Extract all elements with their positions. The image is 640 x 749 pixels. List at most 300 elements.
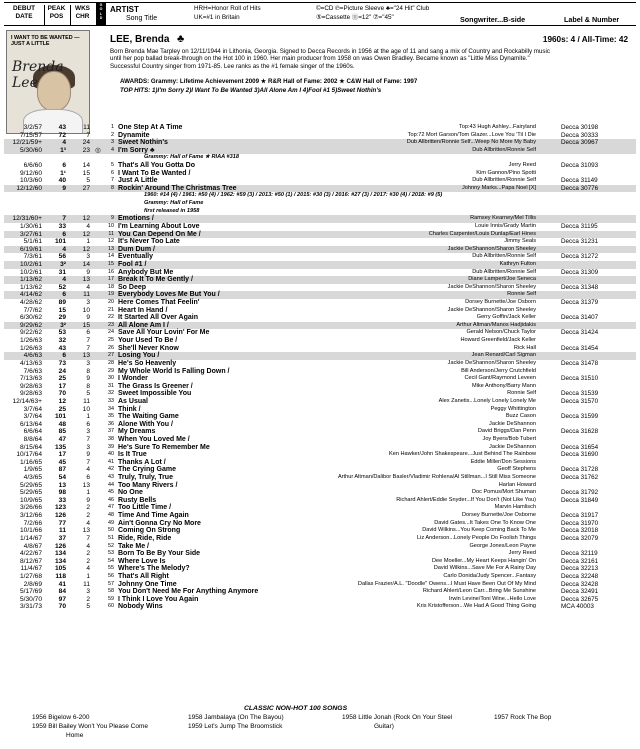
- debut-date: 9/22/62: [20, 329, 42, 337]
- song-row: [4, 558, 636, 566]
- song-title: You Don't Need Me For Anything Anymore: [118, 588, 259, 596]
- artist-bio: [110, 48, 638, 70]
- songwriter: Jimmy Seals: [504, 238, 536, 245]
- song-title: Coming On Strong: [118, 527, 181, 535]
- weeks-charted: 5: [86, 603, 90, 611]
- song-number: 35: [108, 413, 114, 420]
- classic-item: 1957 Rock The Bop: [494, 714, 552, 721]
- debut-date: 4/8/67: [23, 542, 42, 550]
- classic-item: 1958 Little Jonah (Rock On Your Steel: [342, 714, 453, 721]
- debut-date: 3/27/61: [20, 230, 42, 238]
- gold-icon: ◎: [95, 146, 101, 154]
- songwriter: Kathryn Fulton: [499, 260, 536, 267]
- classic-item: 1959 Bill Bailey Won't You Please Come: [32, 723, 149, 730]
- weeks-charted: 11: [83, 291, 90, 299]
- weeks-charted: 9: [86, 268, 90, 276]
- song-row: [4, 390, 636, 398]
- debut-date: 7/15/57: [20, 131, 42, 139]
- song-title-header: Song Title: [126, 15, 158, 22]
- song-title: My Dreams: [118, 428, 156, 436]
- song-row: [4, 329, 636, 337]
- debut-date: 10/9/65: [20, 496, 42, 504]
- label-number: Decca 31539: [561, 390, 599, 398]
- label-number: Decca 31628: [561, 428, 599, 436]
- song-row: [4, 474, 636, 482]
- songwriter: David Wilkins...Save Me For A Rainy Day: [433, 565, 536, 572]
- song-row: [4, 162, 636, 170]
- songwriter: Irwin Levine/Toni Wine...Hello Love: [448, 595, 536, 602]
- peak-position: 1¹: [60, 169, 66, 177]
- song-number: 48: [108, 512, 114, 519]
- peak-position: 4: [62, 139, 66, 147]
- song-title: Ride, Ride, Ride: [118, 534, 172, 542]
- label-number: Decca 31348: [561, 283, 599, 291]
- song-row: [4, 375, 636, 383]
- song-row: [4, 314, 636, 322]
- peak-position: 17: [58, 451, 66, 459]
- weeks-charted: 13: [82, 481, 90, 489]
- weeks-charted: 6: [86, 474, 90, 482]
- song-number: 17: [108, 276, 114, 283]
- debut-date: 6/13/64: [20, 420, 42, 428]
- debut-date: 3/7/64: [23, 413, 42, 421]
- debut-date: 5/17/69: [20, 588, 42, 596]
- song-title: Emotions /: [118, 215, 154, 223]
- weeks-charted: 1: [86, 413, 90, 421]
- song-title: I Think I Love You Again: [118, 595, 199, 603]
- debut-date: 12/21/59+: [12, 139, 42, 147]
- song-title: My Whole World Is Falling Down /: [118, 367, 230, 375]
- label-header: Label & Number: [564, 15, 620, 24]
- weeks-charted: 12: [82, 245, 90, 253]
- songwriter: Diane Lampert/Joe Seneca: [468, 276, 536, 283]
- song-row: [4, 406, 636, 414]
- debut-date: 3/12/66: [20, 512, 42, 520]
- song-row: [4, 132, 636, 140]
- peak-position: 32: [58, 337, 66, 345]
- song-row: [4, 398, 636, 406]
- weeks-charted: 15: [82, 321, 90, 329]
- debut-date: 10/3/60: [20, 177, 42, 185]
- songwriter: Marvin Hamlisch: [494, 504, 536, 511]
- weeks-charted: 23: [82, 146, 90, 154]
- classic-item: Guitar): [374, 723, 394, 730]
- songwriter: Dorsey Burnette/Joe Osborn: [465, 299, 536, 306]
- song-row: [4, 185, 636, 193]
- peak-position: 4: [62, 245, 66, 253]
- label-number: Decca 30333: [561, 131, 599, 139]
- songwriter: Mike Anthony/Barry Mann: [471, 382, 536, 389]
- weeks-charted: 1: [86, 572, 90, 580]
- song-title: As Usual: [118, 397, 148, 405]
- song-number: 36: [108, 420, 114, 427]
- song-number: 14: [108, 253, 114, 260]
- debut-date: 7/6/63: [23, 367, 42, 375]
- songwriter: Jean Renard/Carl Sigman: [471, 352, 536, 359]
- songwriter: Jackie DeShannon/Sharon Sheeley: [447, 245, 536, 252]
- debut-date: 4/28/62: [20, 299, 42, 307]
- peak-position: 9: [62, 184, 66, 192]
- weeks-charted: 13: [82, 352, 90, 360]
- weeks-charted: 2: [86, 512, 90, 520]
- songwriter: Ramsey Kearney/Mel Tillis: [470, 215, 536, 222]
- song-title: Eventually: [118, 253, 154, 261]
- weeks-charted: 3: [86, 443, 90, 451]
- bio-line: Born Brenda Mae Tarpley on 12/11/1944 in Lithonia, Georgia. Signed to Decca Records in 1956 at the age of 11 and sang a mix of Country and Rockabilly music: [110, 48, 550, 55]
- songwriter: Jackie DeShannon/Sharon Sheeley: [447, 283, 536, 290]
- song-title: Born To Be By Your Side: [118, 550, 201, 558]
- club-icon: ♣: [177, 33, 185, 45]
- peak-position: 73: [58, 359, 66, 367]
- song-number: 29: [108, 367, 114, 374]
- song-title: The Crying Game: [118, 466, 176, 474]
- debut-date: 10/2/61: [20, 260, 42, 268]
- song-title: I'm Sorry ♣: [118, 146, 155, 154]
- label-number: Decca 30198: [561, 124, 599, 131]
- songwriter: Ken Hawker/John Shakespeare...Just Behind The Rainbow: [389, 451, 536, 458]
- song-number: 49: [108, 519, 114, 526]
- peak-position: 3²: [60, 260, 66, 268]
- peak-position: 72: [58, 131, 66, 139]
- weeks-charted: 4: [86, 542, 90, 550]
- label-number: Decca 32079: [561, 534, 599, 542]
- song-title: The Grass Is Greener /: [118, 382, 193, 390]
- peak-position: 135: [54, 443, 66, 451]
- peak-position: 37: [58, 534, 66, 542]
- song-row: [4, 299, 636, 307]
- peak-position: 123: [54, 504, 66, 512]
- debut-date: 5/30/60: [20, 146, 42, 154]
- label-number: Decca 31970: [561, 519, 599, 527]
- songwriter: Kris Kristofferson...We Had A Good Thing Going: [416, 603, 536, 610]
- label-number: Decca 31654: [561, 443, 599, 451]
- label-number: Decca 32119: [561, 550, 598, 558]
- song-number: 9: [111, 215, 114, 222]
- song-number: 54: [108, 557, 114, 564]
- song-row: [4, 413, 636, 421]
- debut-date: 6/19/61: [20, 245, 42, 253]
- song-number: 22: [108, 314, 114, 321]
- debut-date: 1/9/65: [23, 466, 42, 474]
- songwriter: Gerald Nelson/Chuck Taylor: [466, 329, 536, 336]
- song-title: I'm Learning About Love: [118, 222, 200, 230]
- song-title: You Can Depend On Me /: [118, 230, 201, 238]
- debut-date: 4/22/67: [20, 550, 42, 558]
- weeks-charted: 13: [82, 527, 90, 535]
- song-number: 2: [111, 131, 114, 138]
- weeks-charted: 8: [86, 382, 90, 390]
- label-number: Decca 31093: [561, 162, 599, 170]
- song-number: 26: [108, 344, 114, 351]
- song-row: [4, 238, 636, 246]
- weeks-charted: 4: [86, 222, 90, 230]
- song-title: Sweet Nothin's: [118, 139, 168, 147]
- song-title: Break It To Me Gently /: [118, 276, 193, 284]
- label-number: Decca 31849: [561, 496, 599, 504]
- song-title: Truly, Truly, True: [118, 474, 173, 482]
- peak-position: 97: [58, 595, 66, 603]
- song-row: [4, 307, 636, 315]
- weeks-charted: 6: [86, 329, 90, 337]
- label-number: Decca 31309: [561, 268, 599, 276]
- song-row: [4, 421, 636, 429]
- debut-date: 5/30/70: [20, 595, 42, 603]
- weeks-charted: 8: [86, 367, 90, 375]
- debut-date: 10/1/66: [20, 527, 42, 535]
- debut-date: 12/12/60: [16, 184, 42, 192]
- artist-rank: 1960s: 4 / All-Time: 42: [542, 35, 628, 44]
- legend-left: [194, 5, 261, 22]
- weeks-charted: 24: [82, 139, 90, 147]
- song-title: Rusty Bells: [118, 496, 157, 504]
- song-note: Grammy: Hall of Fame: [144, 200, 204, 207]
- debut-date: 5/29/65: [20, 489, 42, 497]
- peak-position: 33: [58, 496, 66, 504]
- debut-date: 10/17/64: [16, 451, 42, 459]
- label-number: Decca 31478: [561, 359, 599, 367]
- peak-position: 3²: [60, 321, 66, 329]
- legend-cassette: ⑤=Cassette ⑪=12" ⑦="45": [316, 13, 394, 21]
- peak-position: 70: [58, 390, 66, 398]
- song-number: 30: [108, 375, 114, 382]
- debut-date: 7/7/62: [23, 306, 42, 314]
- song-row: [4, 482, 636, 490]
- songwriter: Top:72 Mort Garson/Tom Glazer...Love You 'Til I Die: [407, 131, 536, 138]
- song-number: 33: [108, 397, 114, 404]
- songwriter: Jerry Reed: [508, 550, 536, 557]
- weeks-charted: 2: [86, 504, 90, 512]
- songwriter: Jackie DeShannon/Sharon Sheeley: [447, 306, 536, 313]
- songwriter: Rick Hall: [513, 344, 536, 351]
- song-title: Is It True: [118, 451, 147, 459]
- song-row: [4, 489, 636, 497]
- song-number: 47: [108, 504, 114, 511]
- legend-uk: UK=#1 in Britain: [194, 13, 240, 21]
- song-row: [4, 383, 636, 391]
- song-row: [4, 246, 636, 254]
- peak-pos-header: PEAK POS: [44, 5, 68, 25]
- song-number: 23: [108, 321, 114, 328]
- song-row: [4, 596, 636, 604]
- weeks-charted: 12: [82, 230, 90, 238]
- peak-position: 15: [58, 306, 66, 314]
- song-number: 12: [108, 238, 114, 245]
- song-number: 32: [108, 390, 114, 397]
- song-number: 56: [108, 572, 114, 579]
- peak-position: 6: [62, 352, 66, 360]
- debut-date: 12/14/63+: [12, 397, 42, 405]
- peak-position: 45: [58, 458, 66, 466]
- label-number: Decca 32428: [561, 580, 599, 588]
- debut-date: 4/6/63: [23, 352, 42, 360]
- song-number: 24: [108, 329, 114, 336]
- label-number: Decca 32018: [561, 527, 599, 535]
- songwriter: Harlan Howard: [498, 481, 536, 488]
- songwriter: Dee Moeller...My Heart Keeps Hangin' On: [432, 557, 536, 564]
- song-number: 5: [111, 162, 114, 169]
- weeks-charted: 9: [86, 314, 90, 322]
- weeks-charted: 9: [86, 496, 90, 504]
- song-row: [4, 527, 636, 535]
- songwriter: Carlo Donida/Judy Spencer...Fantasy: [443, 572, 536, 579]
- songwriter: Dorsey Burnette/Joe Osborne: [462, 512, 536, 519]
- song-number: 34: [108, 405, 114, 412]
- label-number: Decca 31762: [561, 474, 599, 482]
- songwriter: Geoff Stephens: [497, 466, 536, 473]
- label-number: Decca 30776: [561, 184, 599, 192]
- debut-date: 1/13/62: [20, 283, 42, 291]
- peak-position: 101: [54, 413, 66, 421]
- weeks-charted: 7: [86, 131, 90, 139]
- label-number: Decca 31510: [561, 375, 599, 383]
- label-number: Decca 32213: [561, 565, 599, 573]
- song-number: 46: [108, 496, 114, 503]
- song-title: Sweet Impossible You: [118, 390, 192, 398]
- song-number: 43: [108, 474, 114, 481]
- song-number: 28: [108, 359, 114, 366]
- label-number: Decca 31231: [561, 238, 599, 246]
- bio-line: until her pop ballad break-through on the Hot 100 in 1960. Her main producer from 1958 on was Owen Bradley. Became known as "Little Miss Dynamite.": [110, 55, 530, 63]
- debut-date: 4/14/62: [20, 291, 42, 299]
- peak-position: 53: [58, 329, 66, 337]
- weeks-charted: 11: [83, 580, 90, 588]
- song-number: 20: [108, 299, 114, 306]
- song-title: That's All Right: [118, 572, 169, 580]
- debut-date: 9/29/62: [20, 321, 42, 329]
- song-number: 31: [108, 382, 114, 389]
- song-note: 1960: #14 (4) / 1961: #50 (4) / 1962: #59 (3) / 2013: #50 (1) / 2015: #30 (3) / 2016: #27 (3) / 2017: #30 (4) / 2018: #9 (5): [144, 192, 443, 199]
- song-title: Save All Your Lovin' For Me: [118, 329, 210, 337]
- peak-position: 29: [58, 314, 66, 322]
- song-title: No One: [118, 489, 143, 497]
- album-cover-image: [6, 30, 90, 134]
- peak-position: 12: [58, 397, 66, 405]
- song-number: 45: [108, 489, 114, 496]
- songwriter: Howard Greenfield/Jack Keller: [460, 337, 536, 344]
- song-number: 60: [108, 603, 114, 610]
- song-row: [4, 223, 636, 231]
- song-number: 55: [108, 565, 114, 572]
- classic-item: Home: [66, 732, 84, 739]
- song-row: [4, 573, 636, 581]
- song-title: When You Loved Me /: [118, 435, 190, 443]
- debut-date: 3/7/64: [23, 405, 42, 413]
- song-number: 42: [108, 466, 114, 473]
- songwriter: Peggy Whittington: [490, 405, 536, 412]
- song-row: [4, 603, 636, 611]
- songwriter: Joy Byers/Bob Tubert: [482, 435, 536, 442]
- songwriter: Alex Zanetis...Lonely Lonely Lonely Me: [438, 397, 536, 404]
- song-title: Dum Dum /: [118, 245, 155, 253]
- song-row: [4, 261, 636, 269]
- song-title: I Want To Be Wanted /: [118, 169, 191, 177]
- song-title: Losing You /: [118, 352, 160, 360]
- peak-position: 134: [54, 557, 66, 565]
- song-note-row: [4, 192, 636, 200]
- debut-date: 6/6/64: [23, 428, 42, 436]
- album-cover-title: I WANT TO BE WANTED — JUST A LITTLE: [11, 35, 80, 47]
- weeks-charted: 7: [86, 534, 90, 542]
- song-note-row: [4, 208, 636, 216]
- debut-date: 1/30/61: [20, 222, 42, 230]
- song-row: [4, 520, 636, 528]
- song-row: [4, 345, 636, 353]
- song-number: 58: [108, 588, 114, 595]
- peak-position: 54: [58, 474, 66, 482]
- peak-position: 6: [62, 230, 66, 238]
- classic-header: CLASSIC NON-HOT 100 SONGS: [244, 705, 348, 712]
- song-title: Time And Time Again: [118, 512, 189, 520]
- classic-item: 1956 Bigelow 6-200: [32, 714, 90, 721]
- song-title: Fool #1 /: [118, 260, 147, 268]
- peak-position: 89: [58, 299, 66, 307]
- song-title: Rockin' Around The Christmas Tree: [118, 184, 237, 192]
- peak-position: 41: [58, 580, 66, 588]
- label-number: Decca 32248: [561, 572, 599, 580]
- legend-hrh: HRH=Honor Roll of Hits: [194, 5, 261, 12]
- debut-date: 7/2/66: [23, 519, 42, 527]
- song-row: [4, 337, 636, 345]
- debut-date: 8/8/64: [23, 435, 42, 443]
- peak-position: 7: [62, 215, 66, 223]
- song-number: 38: [108, 435, 114, 442]
- song-title: It's Never Too Late: [118, 238, 180, 246]
- debut-date: 6/30/62: [20, 314, 42, 322]
- song-title: Johnny One Time: [118, 580, 177, 588]
- peak-position: 31: [58, 268, 66, 276]
- artist-name: LEE, Brenda: [110, 34, 170, 45]
- weeks-charted: 6: [86, 420, 90, 428]
- song-row: [4, 352, 636, 360]
- song-number: 59: [108, 595, 114, 602]
- song-title: He's Sure To Remember Me: [118, 443, 210, 451]
- song-row: [4, 535, 636, 543]
- peak-position: 87: [58, 466, 66, 474]
- song-number: 1: [111, 124, 114, 130]
- peak-position: 101: [54, 238, 66, 246]
- debut-date: 5/29/65: [20, 481, 42, 489]
- songwriter: Louie Innis/Grady Martin: [475, 222, 536, 229]
- weeks-charted: 9: [86, 375, 90, 383]
- peak-position: 40: [58, 177, 66, 185]
- song-title: Think /: [118, 405, 141, 413]
- song-title: Here Comes That Feelin': [118, 299, 200, 307]
- weeks-charted: 2: [86, 550, 90, 558]
- song-number: 15: [108, 260, 114, 267]
- songwriter: Johnny Marks...Papa Noel [X]: [462, 184, 536, 191]
- song-number: 16: [108, 268, 114, 275]
- song-row: [4, 436, 636, 444]
- song-row: [4, 588, 636, 596]
- song-row: [4, 428, 636, 436]
- song-row: [4, 291, 636, 299]
- songwriter: Cecil Gant/Raymond Leveen: [464, 375, 536, 382]
- debut-date: 1/26/63: [20, 337, 42, 345]
- song-number: 8: [111, 184, 114, 191]
- label-number: Decca 31424: [561, 329, 599, 337]
- song-title: He's So Heavenly: [118, 359, 177, 367]
- weeks-charted: 5: [86, 390, 90, 398]
- song-row: [4, 170, 636, 178]
- debut-date: 7/3/61: [23, 253, 42, 261]
- songwriter: Arthur Altman/Dalibor Basler/Vladimir Rohlena/Al Stillman...I Still Miss Someone: [337, 474, 536, 481]
- song-row: [4, 497, 636, 505]
- bio-line: Successful Country singer from 1971-85. Lee ranks as the #1 female singer of the 1960s.: [110, 62, 355, 70]
- album-cover-name: Brenda Lee: [12, 59, 64, 91]
- label-number: Decca 30967: [561, 139, 599, 147]
- song-number: 52: [108, 542, 114, 549]
- label-number: Decca 31570: [561, 397, 599, 405]
